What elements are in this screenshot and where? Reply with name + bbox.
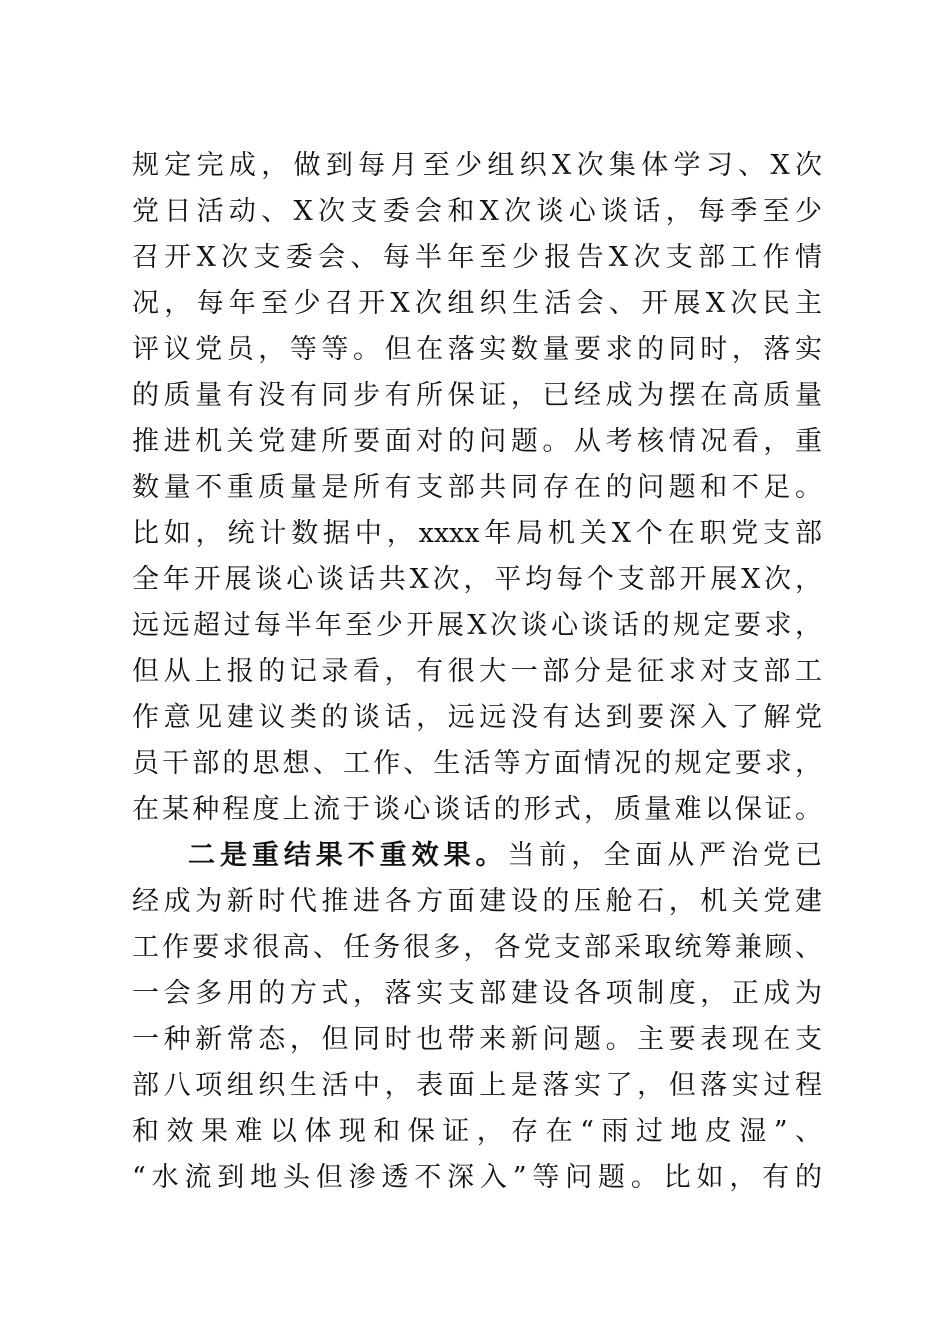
text-line: 远远超过每半年至少开展X次谈心谈话的规定要求， (132, 610, 822, 641)
text-line: 的质量有没有同步有所保证，已经成为摆在高质量 (132, 380, 822, 411)
paragraph-heading: 二是重结果不重效果。 (188, 840, 508, 871)
text-line: 员干部的思想、工作、生活等方面情况的规定要求， (132, 748, 822, 779)
text-line: 一种新常态，但同时也带来新问题。主要表现在支 (132, 1024, 822, 1055)
text-line: 数量不重质量是所有支部共同存在的问题和不足。 (132, 472, 822, 503)
body-text (132, 143, 822, 1201)
text-line: 和效果难以体现和保证，存在“雨过地皮湿”、 (132, 1116, 822, 1147)
text-line: 召开X次支委会、每半年至少报告X次支部工作情 (132, 242, 822, 273)
text-line: 在某种程度上流于谈心谈话的形式，质量难以保证。 (132, 794, 822, 825)
text-span: 当前，全面从严治党已 (507, 840, 822, 871)
paragraph-heading-line (132, 833, 822, 879)
text-line: 全年开展谈心谈话共X次，平均每个支部开展X次， (132, 564, 822, 595)
text-line: 比如，统计数据中，xxxx年局机关X个在职党支部 (132, 518, 822, 549)
text-line: 作意见建议类的谈话，远远没有达到要深入了解党 (132, 702, 822, 733)
text-line: 经成为新时代推进各方面建设的压舱石，机关党建 (132, 886, 822, 917)
text-line: 推进机关党建所要面对的问题。从考核情况看，重 (132, 426, 822, 457)
text-line: 工作要求很高、任务很多，各党支部采取统筹兼顾、 (132, 932, 822, 963)
text-line: 部八项组织生活中，表面上是落实了，但落实过程 (132, 1070, 822, 1101)
text-line: 党日活动、X次支委会和X次谈心谈话，每季至少 (132, 196, 822, 227)
text-line: 但从上报的记录看，有很大一部分是征求对支部工 (132, 656, 822, 687)
text-line: 一会多用的方式，落实支部建设各项制度，正成为 (132, 978, 822, 1009)
text-line: 评议党员，等等。但在落实数量要求的同时，落实 (132, 334, 822, 365)
text-line: 况，每年至少召开X次组织生活会、开展X次民主 (132, 288, 822, 319)
text-line: “水流到地头但渗透不深入”等问题。比如，有的 (132, 1162, 822, 1193)
text-line: 规定完成，做到每月至少组织X次集体学习、X次 (132, 150, 822, 181)
